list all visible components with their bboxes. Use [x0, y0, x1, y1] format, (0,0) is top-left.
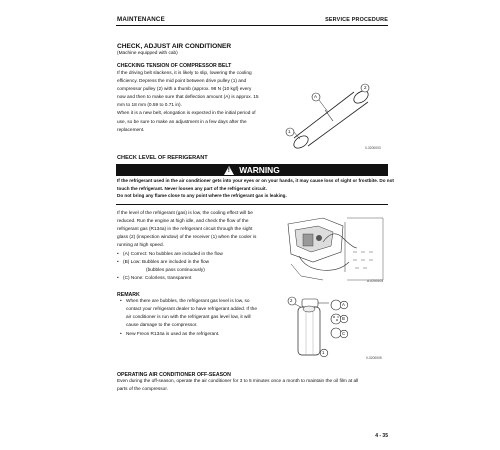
- text-line: mm to 18 mm (0.59 to 0.71 in).: [117, 103, 182, 109]
- remark-bullet1: [126, 298, 282, 330]
- bullet-none: • (C) None: Colorless, transparent: [123, 275, 283, 283]
- text-line: contact your refrigerant dealer to have refrigerant added. If the: [126, 307, 257, 313]
- glass-figure-code: 0-3200005: [366, 356, 382, 360]
- section1-paragraph: [117, 70, 280, 135]
- glass-label-b: B: [342, 316, 345, 321]
- bullet-low: • (B) Low: Bubbles are included in the flow: [123, 259, 283, 267]
- text-line: Even during the off-season, operate the air conditioner for 3 to 5 minutes once a month to maintain the oil film at all: [117, 379, 359, 384]
- text-line: efficiency. Depress the mid point between drive pulley (1) and: [117, 79, 247, 85]
- remark-title: REMARK: [117, 292, 140, 298]
- text-line: use, so be sure to make an adjustment in a few days after the: [117, 119, 247, 125]
- receiver-location-figure: [283, 212, 388, 285]
- glass-label-a: A: [342, 302, 345, 307]
- section1-subheading: CHECKING TENSION OF COMPRESSOR BELT: [117, 63, 232, 69]
- text-line: • When there are bubbles, the refrigerant gas level is low, so: [126, 298, 282, 306]
- page-number: 4 - 35: [375, 433, 388, 439]
- header-left: MAINTENANCE: [117, 16, 165, 23]
- bullet-low-continuation: (bubbles pass continuously): [146, 268, 205, 274]
- warning-triangle-icon: [224, 166, 234, 175]
- section1-subtitle: (Machine equipped with cab): [117, 51, 178, 56]
- sight-glass-figure: [286, 295, 388, 363]
- section3-paragraph: [117, 378, 389, 394]
- text-line: Do not bring any flame close to any point where the refrigerant gas is leaking.: [117, 193, 287, 199]
- belt-label-1: 1: [288, 129, 291, 134]
- warning-banner: [116, 164, 388, 176]
- text-line: replacement.: [117, 127, 145, 133]
- text-line: refrigerant gas (R134a) in the refrigerant circuit through the sight: [117, 227, 253, 233]
- text-line: cause damage to the compressor.: [126, 323, 198, 329]
- belt-label-a: A: [314, 94, 318, 99]
- section2-paragraph: [117, 210, 280, 250]
- receiver-figure-code: A-0200103: [367, 279, 384, 283]
- warning-text: [117, 177, 394, 200]
- text-line: parts of the compressor.: [117, 387, 168, 393]
- glass-label-2: 2: [290, 298, 293, 303]
- warning-rule: [116, 204, 388, 205]
- bullet-correct: • (A) Correct: No bubbles are included in the flow: [123, 251, 283, 259]
- text-line: If the refrigerant used in the air conditioner gets into your eyes or on your hands, it may cause loss of sight or frostbite. Do not: [117, 178, 394, 183]
- section2-title: CHECK LEVEL OF REFRIGERANT: [117, 155, 208, 161]
- text-line: When it is a new belt, elongation is expected in the initial period of: [117, 111, 256, 117]
- belt-tension-figure: [284, 80, 388, 152]
- text-line: running at high speed.: [117, 243, 165, 249]
- glass-label-1: 1: [322, 350, 325, 355]
- text-line: touch the refrigerant. Never loosen any part of the refrigerant circuit.: [117, 185, 267, 191]
- belt-figure-code: 0-3200003: [365, 146, 381, 150]
- header-right: SERVICE PROCEDURE: [325, 17, 388, 23]
- text-line: If the driving belt slackens, it is likely to slip, lowering the cooling: [117, 71, 252, 76]
- text-line: reduced. Run the engine at high idle, and check the flow of the: [117, 219, 249, 225]
- header-rule: [116, 25, 388, 26]
- text-line: compressor pulley (2) with a thumb (approx. 98 N {10 kgf} every: [117, 87, 252, 93]
- text-line: air conditioner is run with the refrigerant gas level low, it will: [126, 315, 251, 321]
- section1-title: CHECK, ADJUST AIR CONDITIONER: [117, 43, 232, 50]
- warning-label: WARNING: [239, 165, 280, 175]
- text-line: now and then to make sure that deflection amount (A) is approx. 15: [117, 95, 259, 101]
- level-bullets: [123, 251, 283, 283]
- belt-label-2: 2: [364, 85, 367, 90]
- glass-label-c: C: [342, 331, 346, 336]
- section3-title: OPERATING AIR CONDITIONER OFF-SEASON: [117, 372, 231, 378]
- text-line: glass (2) (inspection window) of the receiver (1) when the cooler is: [117, 235, 257, 241]
- remark-bullet2: • New Freon R134a is used as the refrigerant.: [126, 331, 219, 339]
- text-line: If the level of the refrigerant (gas) is low, the cooling effect will be: [117, 211, 253, 216]
